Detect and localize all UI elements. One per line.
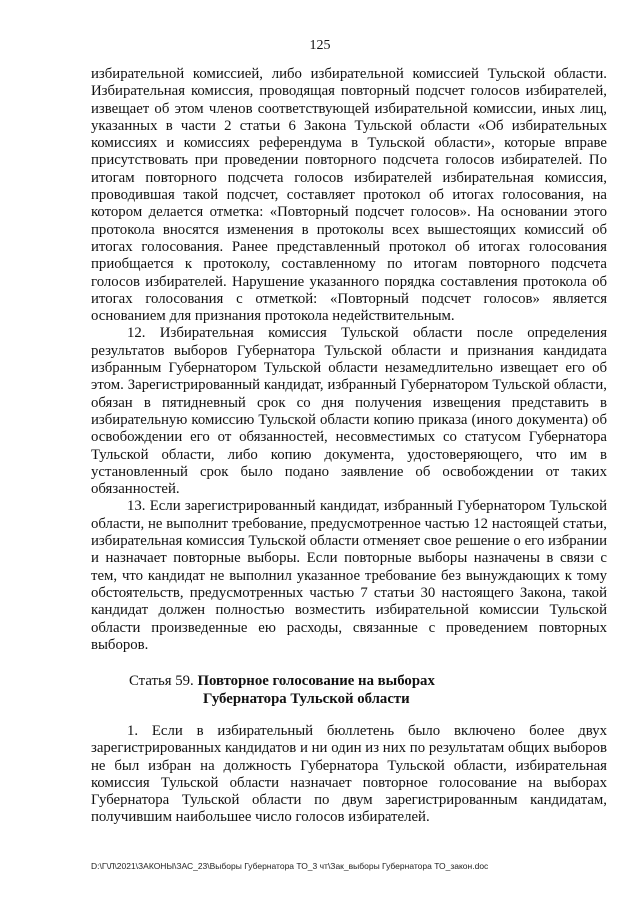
page-number: 125 (309, 38, 331, 53)
article-label: Статья 59. (129, 673, 194, 689)
paragraph-12: 12. Избирательная комиссия Тульской области после определения результатов выборов Губернатора Тульской области и признания кандидата избранным Губернатором Тульской области незамедлительно извещает его об этом. Зарегистрированный кандидат, избранный Губернатором Тульской области, обязан в пятидневный срок со дня получения извещения представить в избирательную комиссию Тульской области копию приказа (иного документа) об освобождении его от обязанностей, несовместимых со статусом Губернатора Тульской области, либо копию документа, удостоверяющего, что им в установленный срок было подано заявление об освобождении от таких обязанностей. (91, 325, 607, 498)
article-paragraph-1: 1. Если в избирательный бюллетень было включено более двух зарегистрированных кандидатов и ни один из них по результатам общих выборов не был избран на должность Губернатора Тульской области, избирательная комиссия Тульской области назначает повторное голосование на выборах Губернатора Тульской области по двум зарегистрированным кандидатам, получившим наибольшее число голосов избирателей. (91, 723, 607, 826)
paragraph-continuation: избирательной комиссией, либо избирательной комиссией Тульской области. Избирательная комиссия, проводящая повторный подсчет голосов избирателей, извещает об этом членов соответствующей избирательной комиссии, иных лиц, указанных в части 2 статьи 6 Закона Тульской области «Об избирательных комиссиях и комиссиях референдума в Тульской области», которые вправе присутствовать при проведении повторного подсчета голосов избирателей. По итогам повторного подсчета голосов избирателей избирательная комиссия, проводившая такой подсчет, составляет протокол об итогах голосования, на котором делается отметка: «Повторный подсчет голосов». На основании этого протокола вносятся изменения в протоколы всех вышестоящих комиссий об итогах голосования. Ранее представленный протокол об итогах голосования приобщается к протоколу, составленному по итогам повторного подсчета голосов избирателей. Нарушение указанного порядка составления протокола об итогах голосования с отметкой: «Повторный подсчет голосов» является основанием для признания протокола недействительным. (91, 66, 607, 325)
paragraph-13: 13. Если зарегистрированный кандидат, избранный Губернатором Тульской области, не выполнит требование, предусмотренное частью 12 настоящей статьи, избирательная комиссия Тульской области отменяет свое решение о его избрании и назначает повторные выборы. Если повторные выборы назначены в связи с тем, что кандидат не выполнил указанное требование без вынуждающих к тому обстоятельств, предусмотренных частью 7 статьи 30 настоящего Закона, такой кандидат должен полностью возместить избирательной комиссии Тульской области произведенные ею расходы, связанные с проведением повторных выборов. (91, 498, 607, 653)
document-body (91, 66, 607, 654)
article-title-line1: Повторное голосование на выборах (197, 673, 435, 689)
footer-file-path: D:\Г\Л\2021\ЗАКОНЫ\ЗАС_23\Выборы Губернатора ТО_3 чт\Зак_выборы Губернатора ТО_закон.doc (91, 861, 489, 871)
article-heading (91, 672, 607, 708)
article-title-line2: Губернатора Тульской области (203, 691, 410, 707)
article-body (91, 723, 607, 827)
